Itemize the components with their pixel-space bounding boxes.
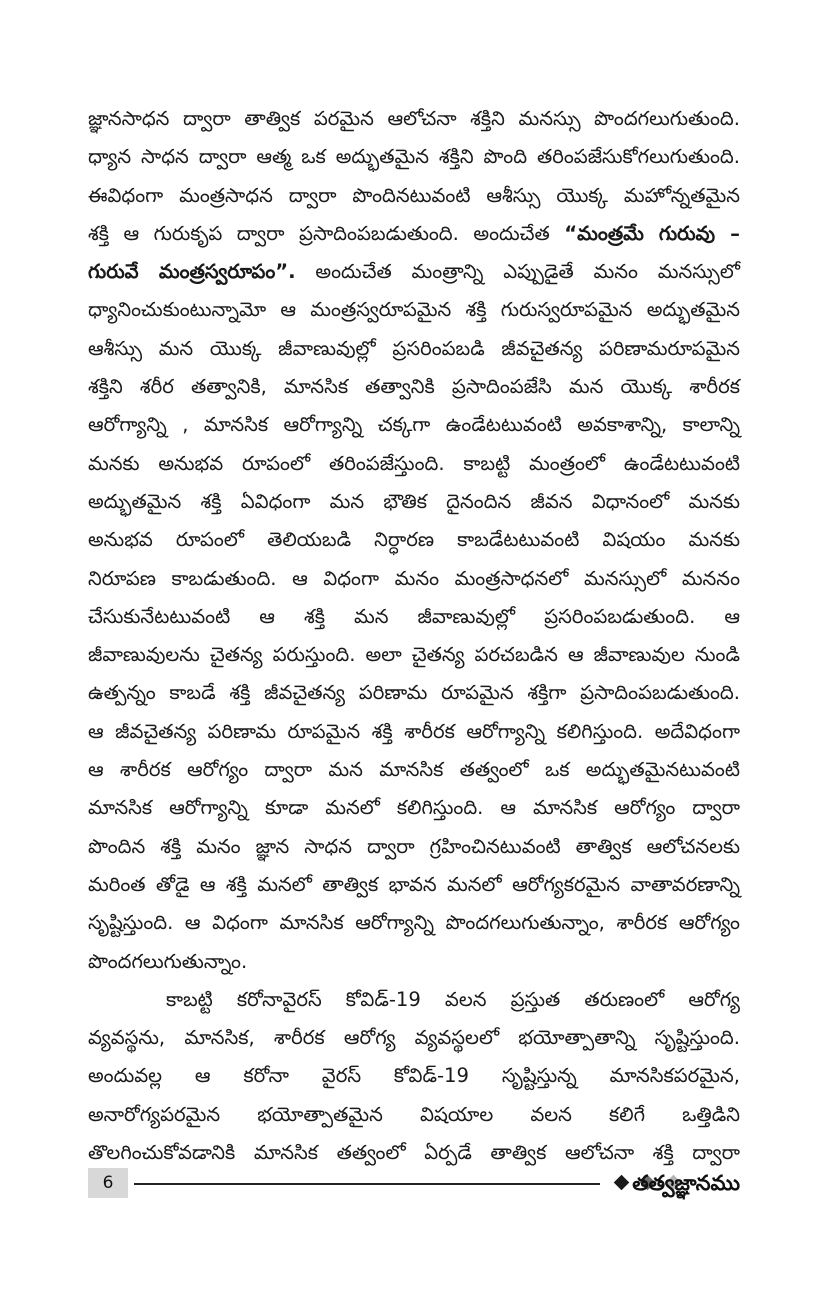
text-line: అనారోగ్యపరమైన భయోత్పాతమైన విషయాల వలన కలిగే ఒత్తిడిని	[88, 1102, 740, 1126]
text-line: తొలగించుకోవడానికి మానసిక తత్వంలో ఏర్పడే తాత్విక ఆలోచనా శక్తి ద్వారా	[88, 1141, 740, 1165]
text-line: జీవాణువులను చైతన్య పరుస్తుంది. అలా చైతన్య పరచబడిన ఆ జీవాణువుల నుండి	[88, 643, 740, 667]
text-line: ఆరోగ్యాన్ని , మానసిక ఆరోగ్యాన్ని చక్కగా ఉండేటటువంటి అవకాశాన్ని, కాలాన్ని	[88, 413, 740, 437]
text-line: అనుభవ రూపంలో తెలియబడి నిర్ధారణ కాబడేటటువంటి విషయం మనకు	[88, 528, 740, 552]
text-segment: అందుచేత	[295, 260, 412, 284]
text-line: వ్యవస్థను, మానసిక, శారీరక ఆరోగ్య వ్యవస్థలలో భయోత్పాతాన్ని సృష్టిస్తుంది.	[88, 1026, 740, 1050]
text-segment: శక్తి ఆ గురుకృప ద్వారా ప్రసాదింపబడుతుంది. అందుచేత	[88, 221, 550, 245]
text-line: ఉత్పన్నం కాబడే శక్తి జీవచైతన్య పరిణామ రూపమైన శక్తిగా ప్రసాదింపబడుతుంది.	[88, 681, 740, 705]
text-line: ధ్యాన సాధన ద్వారా ఆత్మ ఒక అద్భుతమైన శక్తిని పొంది తరింపజేసుకోగలుగుతుంది.	[88, 145, 740, 169]
text-line-with-quote	[88, 215, 740, 253]
text-line: ధ్యానించుకుంటున్నామో ఆ మంత్రస్వరూపమైన శక్తి గురుస్వరూపమైన అద్భుతమైన	[88, 298, 740, 322]
text-line: మానసిక ఆరోగ్యాన్ని కూడా మనలో కలిగిస్తుంది. ఆ మానసిక ఆరోగ్యం ద్వారా	[88, 796, 740, 820]
text-line: అందువల్ల ఆ కరోనా వైరస్ కోవిడ్-19 సృష్టిస్తున్న మానసికపరమైన,	[88, 1064, 740, 1088]
paragraph-2	[88, 981, 740, 1172]
text-line: జ్ఞానసాధన ద్వారా తాత్విక పరమైన ఆలోచనా శక్తిని మనస్సు పొందగలుగుతుంది.	[88, 107, 740, 130]
page-number: 6	[88, 1168, 128, 1198]
text-line: ఆ శారీరక ఆరోగ్యం ద్వారా మన మానసిక తత్వంలో ఒక అద్భుతమైనటువంటి	[88, 758, 740, 782]
text-line: నిరూపణ కాబడుతుంది. ఆ విధంగా మనం మంత్రసాధనలో మనస్సులో మననం	[88, 566, 740, 590]
text-line: శక్తిని శరీర తత్వానికి, మానసిక తత్వానికి ప్రసాదింపజేసి మన యొక్క శారీరక	[88, 375, 740, 399]
paragraph-1	[88, 100, 740, 981]
text-line: ఆ జీవచైతన్య పరిణామ రూపమైన శక్తి శారీరక ఆరోగ్యాన్ని కలిగిస్తుంది. అదేవిధంగా	[88, 719, 740, 743]
text-line: పొందగలుగుతున్నాం.	[88, 949, 248, 973]
footer-rule	[134, 1183, 600, 1185]
text-line: ఆశీస్సు మన యొక్క జీవాణువుల్లో ప్రసరింపబడి జీవచైతన్య పరిణామరూపమైన	[88, 336, 740, 360]
page-body	[88, 100, 740, 1172]
book-title: తత్వజ్ఞానము	[632, 1171, 740, 1195]
page-footer	[88, 1168, 740, 1198]
diamond-icon	[614, 1175, 630, 1191]
text-line: చేసుకునేటటువంటి ఆ శక్తి మన జీవాణువుల్లో ప్రసరింపబడుతుంది. ఆ	[88, 604, 740, 628]
quote-bold: “మంత్రమే గురువు –	[564, 221, 740, 245]
text-line: సృష్టిస్తుంది. ఆ విధంగా మానసిక ఆరోగ్యాన్ని పొందగలుగుతున్నాం, శారీరక ఆరోగ్యం	[88, 911, 740, 935]
text-line: కాబట్టి కరోనావైరస్ కోవిడ్-19 వలన ప్రస్తుత తరుణంలో ఆరోగ్య	[166, 987, 740, 1011]
text-line-with-quote	[88, 253, 740, 291]
text-line: అద్భుతమైన శక్తి ఏవిధంగా మన భౌతిక దైనందిన జీవన విధానంలో మనకు	[88, 489, 740, 513]
text-line: ఈవిధంగా మంత్రసాధన ద్వారా పొందినటువంటి ఆశీస్సు యొక్క మహోన్నతమైన	[88, 183, 740, 207]
text-segment: మంత్రాన్ని ఎప్పుడైతే మనం మనస్సులో	[411, 260, 740, 284]
quote-bold: గురువే మంత్రస్వరూపం”.	[88, 260, 296, 284]
text-line: పొందిన శక్తి మనం జ్ఞాన సాధన ద్వారా గ్రహించినటువంటి తాత్విక ఆలోచనలకు	[88, 834, 740, 858]
text-line: మనకు అనుభవ రూపంలో తరింపజేస్తుంది. కాబట్టి మంత్రంలో ఉండేటటువంటి	[88, 451, 740, 475]
text-line: మరింత తోడై ఆ శక్తి మనలో తాత్విక భావన మనలో ఆరోగ్యకరమైన వాతావరణాన్ని	[88, 872, 740, 896]
